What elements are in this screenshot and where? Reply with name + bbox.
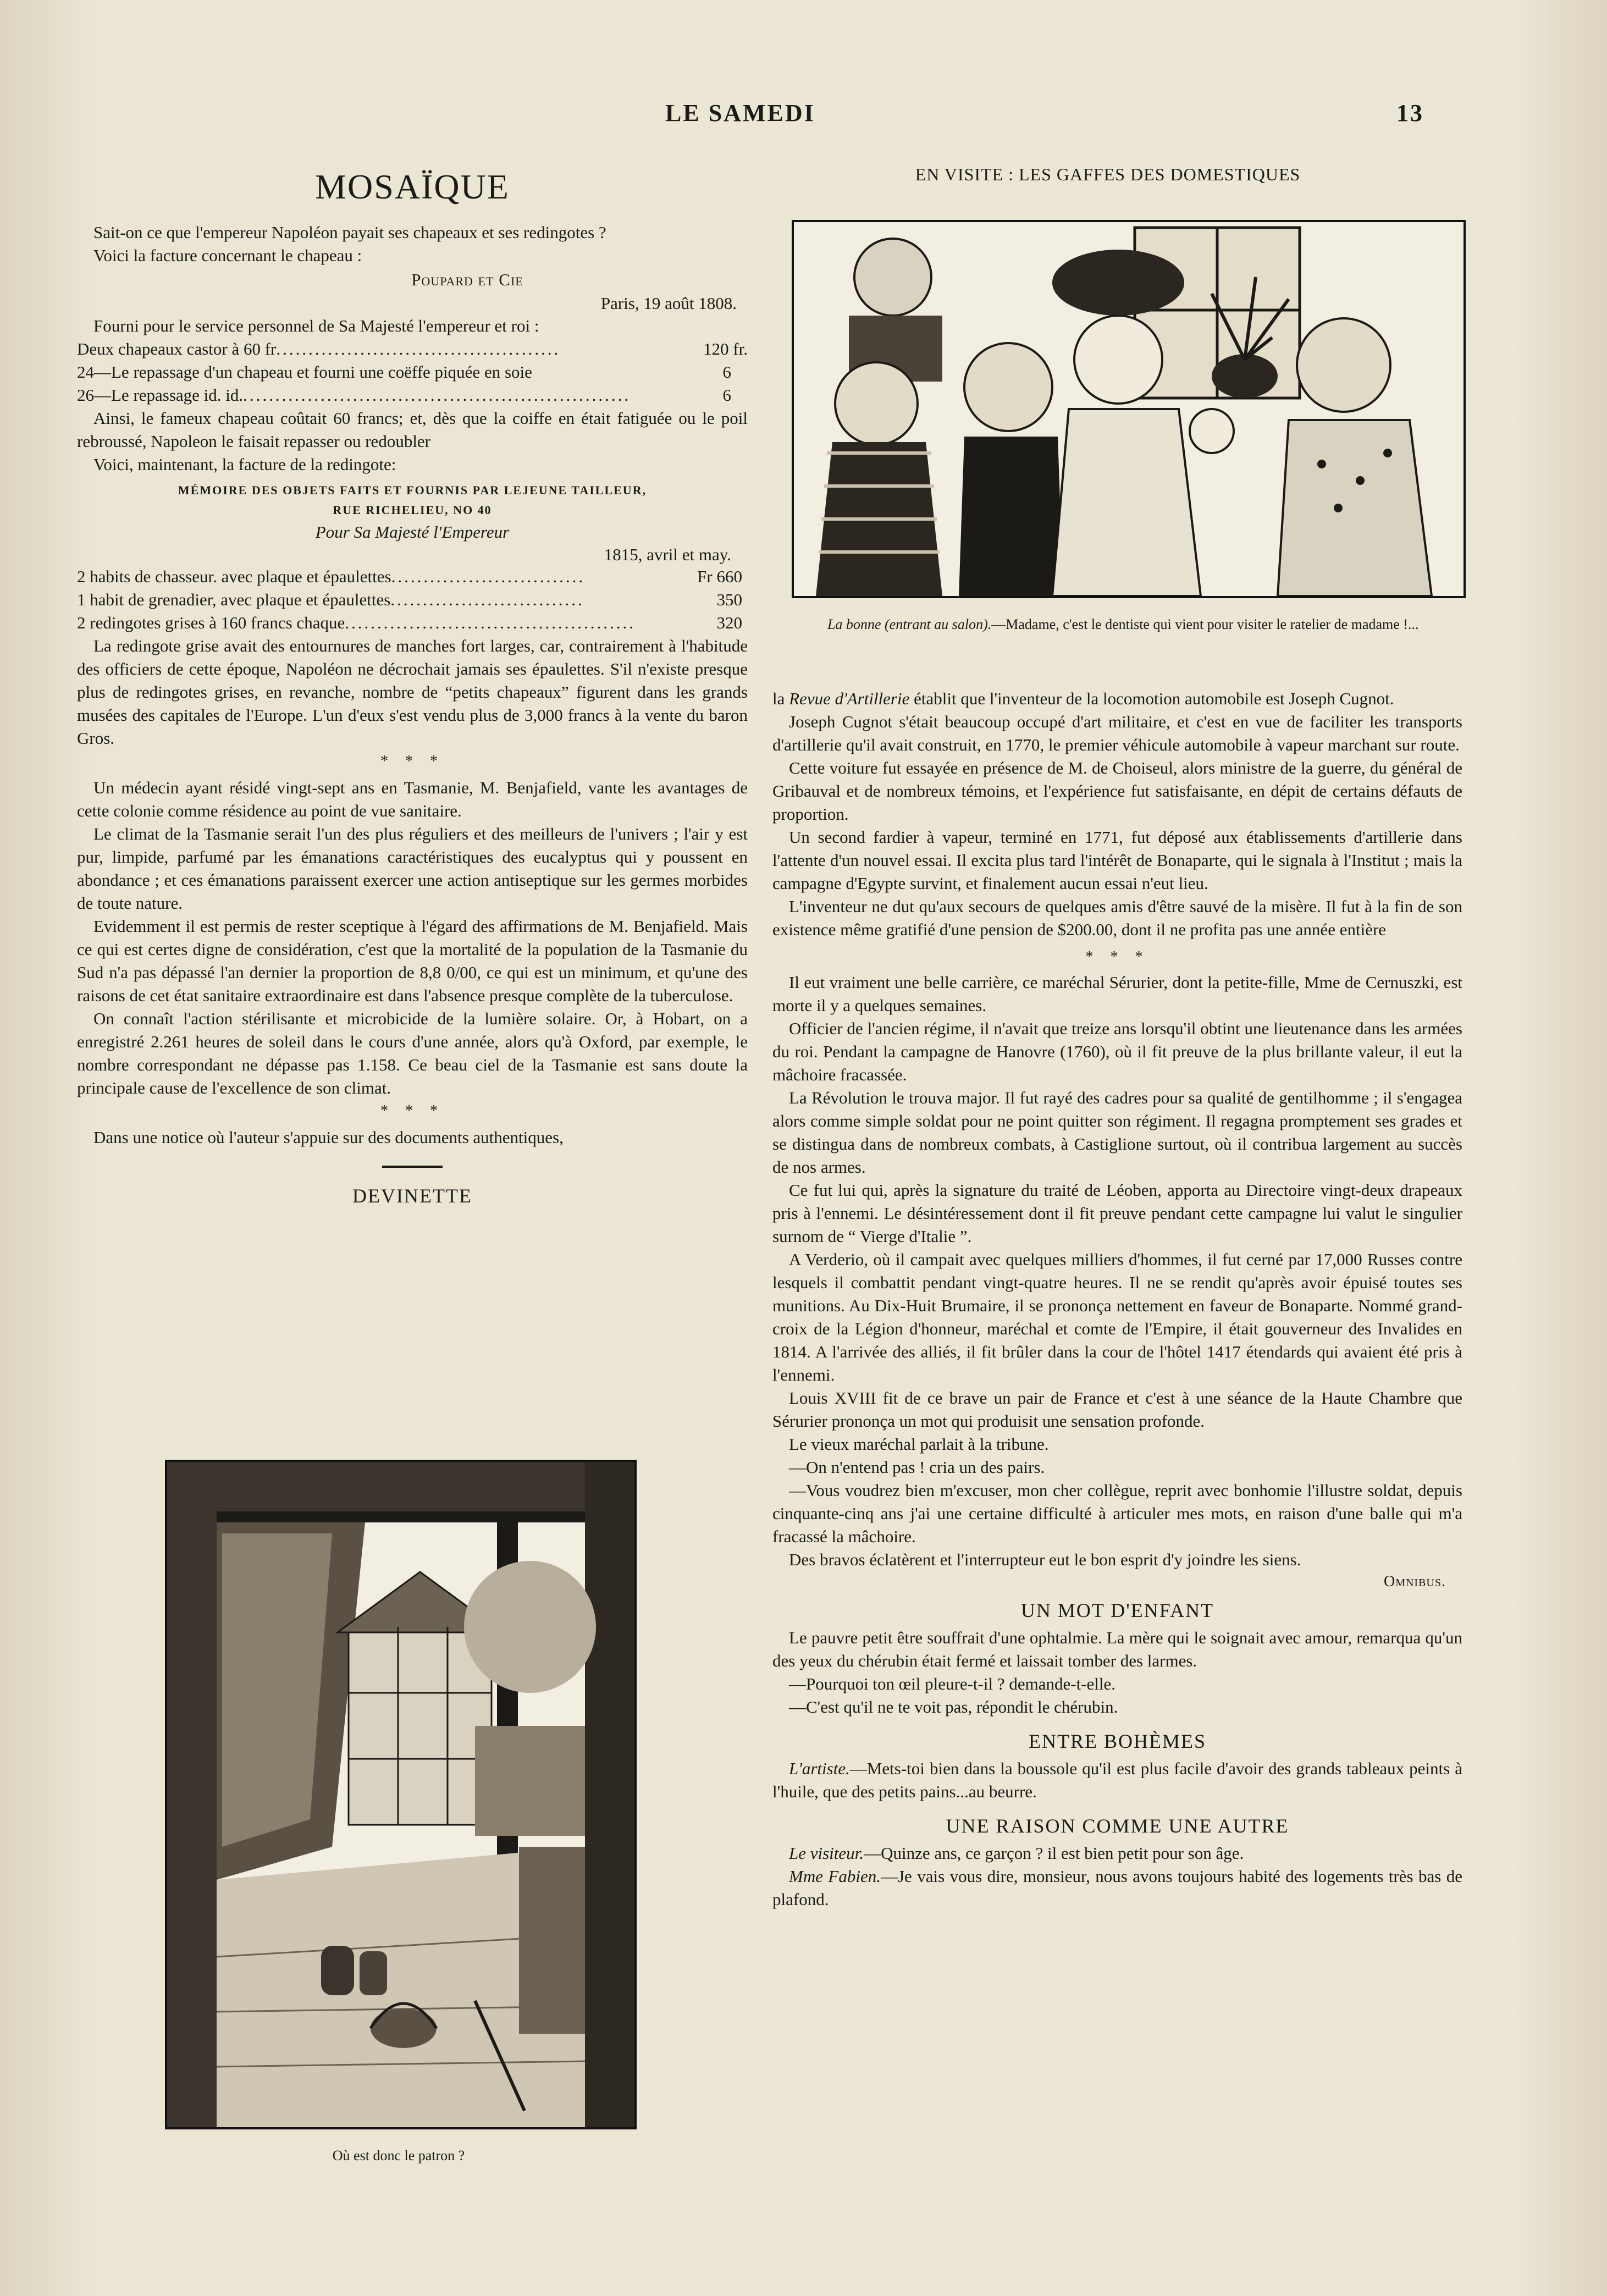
cartoon-illustration <box>792 220 1466 598</box>
invoice-line: 2 habits de chasseur. avec plaque et épaulettes .............................. Fr 660 <box>77 567 742 586</box>
mosaique-title: MOSAÏQUE <box>315 167 510 206</box>
cartoon-caption: La bonne (entrant au salon).—Madame, c'est le dentiste qui vient pour visiter le ratelier de madame !... <box>827 616 1419 632</box>
section-title-bohemes: ENTRE BOHÈMES <box>1029 1730 1206 1752</box>
vendor-name: Poupard et Cie <box>411 270 523 289</box>
paragraph: La Révolution le trouva major. Il fut rayé des cadres pour sa qualité de gentilhomme ; il s'engagea alors comme simple soldat pour ne point quitter son régiment. Il regagna promptement ses grades et se distingua dans de nombreux combats, à Castiglione surtout, où il contribua largement au succès de nos armes. <box>772 1088 1462 1177</box>
paragraph: Mme Fabien.—Je vais vous dire, monsieur, nous avons toujours habité des logements très bas de plafond. <box>772 1867 1463 1909</box>
paragraph: —C'est qu'il ne te voit pas, répondit le chérubin. <box>789 1697 1118 1717</box>
right-column-text <box>772 687 1462 1911</box>
paragraph: Le vieux maréchal parlait à la tribune. <box>789 1434 1049 1454</box>
hat-invoice <box>77 338 748 407</box>
paragraph: Ainsi, le fameux chapeau coûtait 60 francs; et, dès que la coiffe en était fatiguée ou le poil rebroussé, Napoleon le faisait repasser ou redoubler <box>77 409 748 451</box>
invoice-date: Paris, 19 août 1808. <box>600 294 737 313</box>
paragraph: —Vous voudrez bien m'excuser, mon cher collègue, reprit avec bonhomie l'illustre soldat, depuis cinquante-cinq ans j'ai une certaine difficulté à articuler mes mots, en raison d'une balle qui m'a fracassé la mâchoire. <box>772 1481 1462 1546</box>
signature: Omnibus. <box>1383 1573 1446 1590</box>
paragraph: La redingote grise avait des entournures de manches fort larges, car, contrairement à l'habitude des officiers de cette époque, Napoléon ne décrochait jamais ses épaulettes. S'il n'existe presque plus de redingotes grises, en revanche, nombre de “petits chapeaux” figurent dans les grands musées des capitales de l'Europe. L'un d'eux s'est vendu plus de 3,000 francs à la vente du baron Gros. <box>77 636 748 748</box>
paragraph: Evidemment il est permis de rester sceptique à l'égard des affirmations de M. Benjafield. Mais ce qui est certes digne de considération, c'est que la mortalité de la population de la Tasmanie du Sud n'a pas dépassé l'an dernier la proportion de 8,8 0/00, ce qui est un minimum, et qu'une des raisons de cet état sanitaire extraordinaire est dans l'absence presque complète de la tuberculose. <box>77 917 748 1005</box>
paragraph: Un médecin ayant résidé vingt-sept ans en Tasmanie, M. Benjafield, vante les avantages de cette colonie comme résidence au point de vue sanitaire. <box>77 778 748 820</box>
paragraph: Ce fut lui qui, après la signature du traité de Léoben, apporta au Directoire vingt-deux drapeaux pris à l'ennemi. Le désintéressement dont il fit preuve pendant cette campagne lui valut le singulier surnom de “ Vierge d'Italie ”. <box>772 1180 1462 1246</box>
mosaique-intro: Sait-on ce que l'empereur Napoléon payait ses chapeaux et ses redingotes ? <box>93 223 606 242</box>
paragraph: Louis XVIII fit de ce brave un pair de France et c'est à une séance de la Haute Chambre que Sérurier prononça un mot qui produisit une sensation profonde. <box>772 1388 1462 1431</box>
section-separator: * * * <box>1085 948 1150 965</box>
divider <box>382 1166 443 1168</box>
invoice-date-2: 1815, avril et may. <box>604 545 731 564</box>
paragraph: Le visiteur.—Quinze ans, ce garçon ? il est bien petit pour son âge. <box>789 1844 1244 1863</box>
invoice-line: 1 habit de grenadier, avec plaque et épaulettes .............................. 350 <box>77 590 742 609</box>
page-number: 13 <box>1396 100 1424 126</box>
invoice-line: 24—Le repassage d'un chapeau et fourni une coëffe piquée en soie 6 <box>77 362 731 382</box>
supplied-line: Fourni pour le service personnel de Sa Majesté l'empereur et roi : <box>93 316 539 335</box>
devinette-illustration <box>165 1460 637 2129</box>
coat-invoice <box>77 565 748 634</box>
cartoon-title: EN VISITE : LES GAFFES DES DOMESTIQUES <box>915 164 1301 184</box>
paragraph: Voici, maintenant, la facture de la redingote: <box>93 455 396 474</box>
paragraph: Le pauvre petit être souffrait d'une ophtalmie. La mère qui le soignait avec amour, remarqua qu'un des yeux du chérubin était fermé et laissait tomber des larmes. <box>772 1628 1462 1670</box>
paragraph: Il eut vraiment une belle carrière, ce maréchal Sérurier, dont la petite-fille, Mme de Cernuszki, est morte il y a quelques semaines. <box>772 973 1462 1015</box>
salon-scene-drawing <box>794 222 1464 596</box>
invoice-line: Deux chapeaux castor à 60 fr ............................................ 120 fr. <box>77 339 748 358</box>
paragraph: —On n'entend pas ! cria un des pairs. <box>789 1458 1045 1477</box>
section-separator: * * * <box>380 1102 444 1119</box>
section-title-raison: UNE RAISON COMME UNE AUTRE <box>946 1815 1289 1837</box>
paragraph: A Verderio, où il campait avec quelques milliers d'hommes, il fut cerné par 17,000 Russes contre lesquels il combattit pendant vingt-quatre heures. Il ne se rendit qu'après avoir épuisé toutes ses munitions. Au Dix-Huit Brumaire, il se prononça nettement en faveur de Bonaparte. Nommé grand-croix de la Légion d'honneur, maréchal et comte de l'Empire, il était gouverneur des Invalides en 1814. A l'arrivée des alliés, il fit brûler dans la cour de l'hôtel 1417 étendards qui avaient été pris à l'ennemi. <box>772 1250 1462 1384</box>
running-title: LE SAMEDI <box>665 100 815 126</box>
section-separator: * * * <box>380 753 444 770</box>
paragraph: Cette voiture fut essayée en présence de M. de Choiseul, alors ministre de la guerre, du général de Gribauval et de nombreux témoins, et l'expérience fut satisfaisante, en dépit de certains défauts de proportion. <box>772 758 1462 824</box>
paragraph: Le climat de la Tasmanie serait l'un des plus réguliers et des meilleurs de l'univers ; l'air y est pur, limpide, parfumé par les émanations caractéristiques des eucalyptus qui y poussent en abondance ; et ces émanations paraissent exercer une action antiseptique sur les germes morbides de toute nature. <box>77 824 748 913</box>
for-emperor: Pour Sa Majesté l'Empereur <box>315 522 510 542</box>
paragraph: Dans une notice où l'auteur s'appuie sur des documents authentiques, <box>93 1128 564 1147</box>
paragraph: Des bravos éclatèrent et l'interrupteur eut le bon esprit d'y joindre les siens. <box>789 1550 1301 1569</box>
left-column <box>77 165 748 1212</box>
devinette-title: DEVINETTE <box>352 1185 472 1207</box>
paragraph: la Revue d'Artillerie établit que l'inventeur de la locomotion automobile est Joseph Cugnot. <box>772 689 1394 708</box>
paragraph: On connaît l'action stérilisante et microbicide de la lumière solaire. Or, à Hobart, on a enregistré 2.261 heures de soleil dans le cours d'une année, alors qu'à Oxford, par exemple, le nombre correspondant ne dépasse pas 1.158. Ce beau ciel de la Tasmanie est sans doute la principale cause de l'excellence de son climat. <box>77 1009 748 1097</box>
paragraph: Un second fardier à vapeur, terminé en 1771, fut déposé aux établissements d'artillerie dans l'attente d'un nouvel essai. Il excita plus tard l'intérêt de Bonaparte, qui le signala à l'Institut ; mais la campagne d'Egypte survint, et finalement aucun essai n'eut lieu. <box>772 827 1462 893</box>
memo-address: RUE RICHELIEU, NO 40 <box>333 503 492 517</box>
section-title-mot-enfant: UN MOT D'ENFANT <box>1020 1599 1214 1621</box>
devinette-caption: Où est donc le patron ? <box>332 2148 465 2163</box>
paragraph: —Pourquoi ton œil pleure-t-il ? demande-t-elle. <box>789 1674 1115 1693</box>
paragraph: Joseph Cugnot s'était beaucoup occupé d'art militaire, et c'est en vue de faciliter les transports d'artillerie qu'il avait construit, en 1770, le premier véhicule automobile à vapeur marchant sur route. <box>772 712 1462 754</box>
invoice-line: 26—Le repassage id. id. ............................................................ 6 <box>77 385 731 405</box>
right-column <box>753 162 1462 186</box>
mosaique-intro-2: Voici la facture concernant le chapeau : <box>93 246 362 265</box>
paragraph: Officier de l'ancien régime, il n'avait que treize ans lorsqu'il obtint une lieutenance dans les armées du roi. Pendant la campagne de Hanovre (1760), où il fit preuve de la plus brillante valeur, il eut la mâchoire fracassée. <box>772 1019 1462 1084</box>
paragraph: L'inventeur ne dut qu'aux secours de quelques amis d'être sauvé de la misère. Il fut à la fin de son existence même gratifié d'une pension de $200.00, dont il ne profita pas une année entière <box>772 897 1462 939</box>
paragraph: L'artiste.—Mets-toi bien dans la boussole qu'il est plus facile d'avoir des grands tableaux peints à l'huile, que des petits pains...au beurre. <box>772 1759 1462 1801</box>
memo-heading: MÉMOIRE DES OBJETS FAITS ET FOURNIS PAR LEJEUNE TAILLEUR, <box>178 483 647 497</box>
courtyard-drawing <box>167 1462 634 2127</box>
invoice-line: 2 redingotes grises à 160 francs chaque ............................................. 320 <box>77 613 742 632</box>
